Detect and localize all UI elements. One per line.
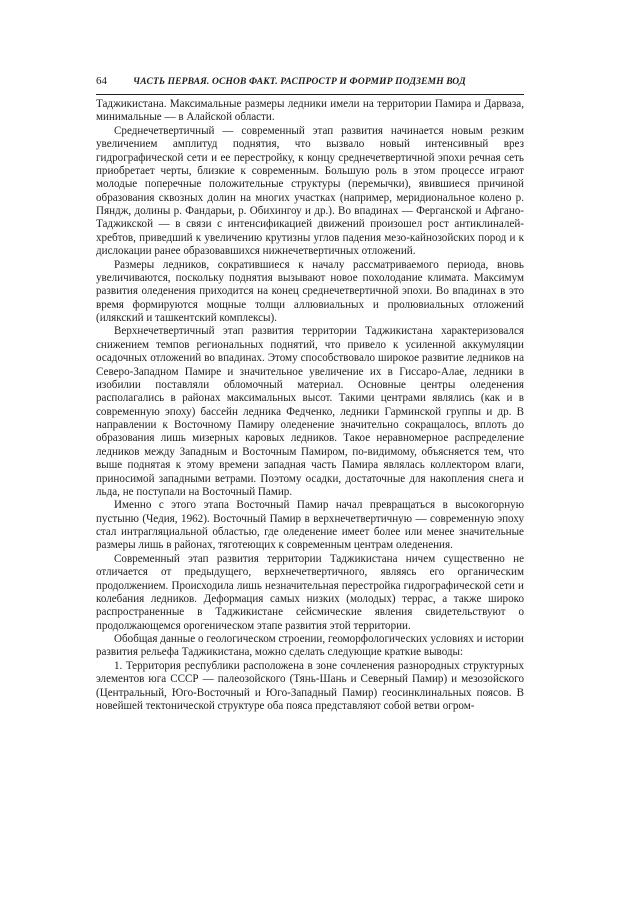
paragraph: Размеры ледников, сократившиеся к началу рассматриваемого периода, вновь увеличиваются, поскольку поднятия вызывают новое похолодание климата. Максимум развития оледенения приходится на конец среднечетвертичной эпохи. Во впадинах в это время формируются мощные толщи аллювиальных и пролювиальных отложений (илякский и ташкентский комплексы). [96, 258, 524, 324]
paragraph: Верхнечетвертичный этап развития территории Таджикистана характеризовался снижением темпов региональных поднятий, что привело к усиленной аккумуляции осадочных отложений во впадинах. Этому способствовало широкое развитие ледников на Северо-Западном Памире и значительное увеличение их в Гиссаро-Алае, ледники в изобилии поставляли обломочный материал. Основные центры оледенения располагались в районах максимальных высот. Такими центрами являлись (как и в современную эпоху) бассейн ледника Федченко, ледники Гарминской группы и др. В направлении к Восточному Памиру оледенение значительно сокращалось, вплоть до образования лишь мизерных каровых ледников. Такое неравномерное распределение ледников между Западным и Восточным Памиром, по-видимому, объясняется тем, что выше поднятая к этому времени западная часть Памира являлась коллектором влаги, приносимой западными ветрами. Поэтому осадки, достаточные для накопления снега и льда, не поступали на Восточный Памир. [96, 325, 524, 498]
paragraph: Обобщая данные о геологическом строении, геоморфологических условиях и истории развития рельефа Таджикистана, можно сделать следующие краткие выводы: [96, 633, 524, 659]
running-head: ЧАСТЬ ПЕРВАЯ. ОСНОВ ФАКТ. РАСПРОСТР И ФОРМИР ПОДЗЕМН ВОД [133, 77, 466, 87]
paragraph-continuation: Таджикистана. Максимальные размеры ледники имели на территории Памира и Дарваза, минимальные — в Алайской области. [96, 98, 524, 124]
numbered-conclusion: 1. Территория республики расположена в зоне сочленения разнородных структурных элементов юга СССР — палеозойского (Тянь-Шань и Северный Памир) и мезозойского (Центральный, Юго-Восточный и Юго-Западный Памир) геосинклинальных поясов. В новейшей тектонической структуре оба пояса представляют собой ветви огром- [96, 659, 524, 712]
page-number: 64 [96, 75, 107, 87]
paragraph: Современный этап развития территории Таджикистана ничем существенно не отличается от предыдущего, верхнечетвертичного, являясь его органическим продолжением. Происходила лишь незначительная перестройка гидрографической сети и колебания ледников. Деформация самых низких (молодых) террас, а также широко распространенные в Таджикистане сейсмические явления свидетельствуют о продолжающемся орогеническом этапе развития этой территории. [96, 552, 524, 632]
page-header [96, 75, 524, 87]
header-rule [96, 94, 524, 95]
body-text [96, 98, 524, 713]
paragraph: Среднечетвертичный — современный этап развития начинается новым резким увеличением амплитуд поднятия, что вызвало новый интенсивный врез гидрографической сети и ее перестройку, к концу среднечетвертичной эпохи речная сеть приобретает черты, близкие к современным. Большую роль в этом процессе играют молодые поперечные положительные структуры (перемычки), явившиеся причиной образования сквозных долин на многих участках (например, меридиональное колено р. Пяндж, долины р. Фандарьи, р. Обихингоу и др.). Во впадинах — Ферганской и Афгано-Таджикской — в связи с интенсификацией движений произошел рост антиклиналей-хребтов, приведший к увеличению крутизны углов падения мезо-кайнозойских пород и к дислокации ранее образовавшихся нижнечетвертичных отложений. [96, 124, 524, 258]
paragraph: Именно с этого этапа Восточный Памир начал превращаться в высокогорную пустыню (Чедия, 1962). Восточный Памир в верхнечетвертичную — современную эпоху стал интрагляциальной областью, где оледенение имеет более или менее значительные размеры лишь в районах, тяготеющих к современным центрам оледенения. [96, 499, 524, 552]
